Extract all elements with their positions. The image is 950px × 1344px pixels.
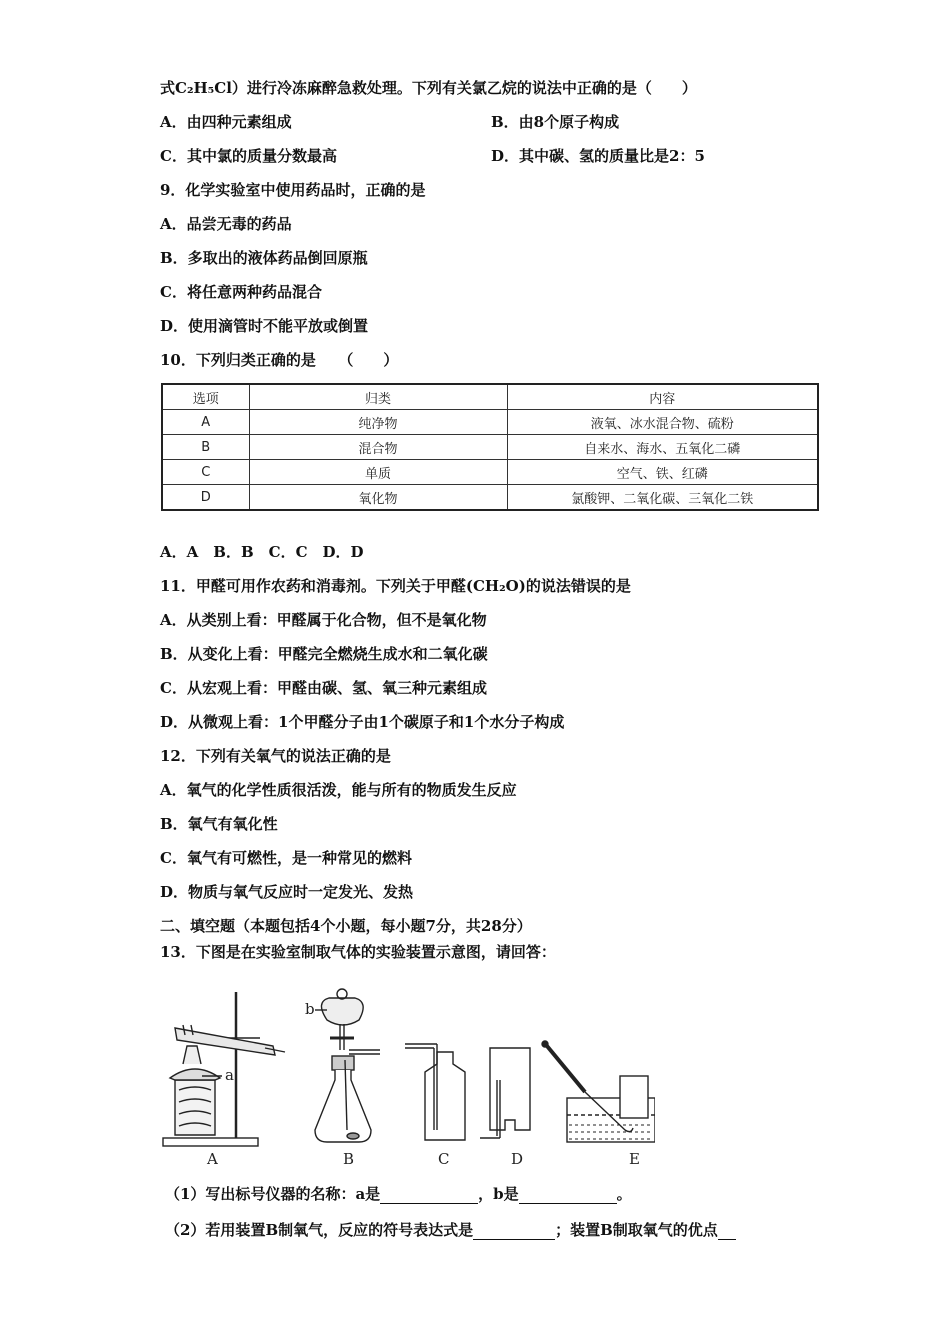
q12-option-b: B．氧气有氧化性 (160, 815, 278, 833)
q8-option-a: A．由四种元素组成 (160, 113, 292, 131)
table-header-cell: 选项 (162, 384, 249, 410)
answer-blank-b[interactable] (519, 1187, 617, 1204)
answer-blank-equation[interactable] (473, 1223, 555, 1240)
q8-option-d: D．其中碳、氢的质量比是2：5 (491, 147, 705, 165)
label-b: B (343, 1150, 355, 1168)
apparatus-a (163, 992, 285, 1146)
q12-stem: 12．下列有关氧气的说法正确的是 (160, 747, 391, 765)
q8-stem: 式C₂H₅Cl）进行冷冻麻醉急救处理。下列有关氯乙烷的说法中正确的是（ ） (160, 79, 697, 97)
section-title: 二、填空题（本题包括4个小题，每小题7分，共28分） (160, 917, 532, 935)
label-d: D (511, 1150, 524, 1168)
table-cell: 纯净物 (249, 410, 507, 435)
table-cell: B (162, 435, 249, 460)
apparatus-d (480, 1048, 530, 1138)
sub1-text-b: ，b是 (478, 1185, 519, 1203)
table-row (162, 485, 818, 511)
table-cell: D (162, 485, 249, 511)
q8-option-c: C．其中氯的质量分数最高 (160, 147, 337, 165)
marker-a: a (225, 1066, 234, 1084)
q11-option-b: B．从变化上看：甲醛完全燃烧生成水和二氧化碳 (160, 645, 488, 663)
q8-option-b: B．由8个原子构成 (491, 113, 620, 131)
sub2-text-a: （2）若用装置B制氧气，反应的符号表达式是 (165, 1221, 474, 1239)
apparatus-b (315, 989, 380, 1142)
q9-option-b: B．多取出的液体药品倒回原瓶 (160, 249, 368, 267)
table-row (162, 460, 818, 485)
q9-option-c: C．将任意两种药品混合 (160, 283, 322, 301)
marker-b: b (305, 1000, 315, 1018)
q13-sub1 (165, 1184, 632, 1204)
table-header-cell: 归类 (249, 384, 507, 410)
q11-option-d: D．从微观上看：1个甲醛分子由1个碳原子和1个水分子构成 (160, 713, 565, 731)
table-cell: 单质 (249, 460, 507, 485)
q10-stem: 10．下列归类正确的是 （ ） (160, 351, 399, 369)
q13-stem: 13．下图是在实验室制取气体的实验装置示意图，请回答： (160, 943, 556, 961)
label-c: C (438, 1150, 450, 1168)
classification-table (161, 383, 819, 511)
q12-option-a: A．氧气的化学性质很活泼，能与所有的物质发生反应 (160, 781, 517, 799)
label-a: A (207, 1150, 218, 1168)
answer-blank-a[interactable] (380, 1187, 478, 1204)
apparatus-c (405, 1044, 465, 1140)
q11-option-a: A．从类别上看：甲醛属于化合物，但不是氧化物 (160, 611, 487, 629)
table-cell: 自来水、海水、五氧化二磷 (507, 435, 818, 460)
answer-blank-advantage[interactable] (718, 1223, 736, 1240)
q9-option-d: D．使用滴管时不能平放或倒置 (160, 317, 369, 335)
table-header-row (162, 384, 818, 410)
table-cell: 混合物 (249, 435, 507, 460)
table-cell: 氯酸钾、二氧化碳、三氧化二铁 (507, 485, 818, 511)
q11-option-c: C．从宏观上看：甲醛由碳、氢、氧三种元素组成 (160, 679, 487, 697)
q12-option-d: D．物质与氧气反应时一定发光、发热 (160, 883, 414, 901)
label-e: E (629, 1150, 640, 1168)
table-header-cell: 内容 (507, 384, 818, 410)
sub1-end: 。 (616, 1185, 632, 1203)
apparatus-figure (155, 980, 655, 1175)
table-row (162, 410, 818, 435)
q10-options: A．A B．B C．C D．D (160, 543, 364, 561)
sub1-text-a: （1）写出标号仪器的名称：a是 (165, 1185, 381, 1203)
sub2-text-b: ；装置B制取氧气的优点 (555, 1221, 718, 1239)
q13-sub2 (165, 1220, 736, 1240)
table-cell: 氧化物 (249, 485, 507, 511)
q12-option-c: C．氧气有可燃性，是一种常见的燃料 (160, 849, 412, 867)
q9-stem: 9．化学实验室中使用药品时，正确的是 (160, 181, 426, 199)
q11-stem: 11．甲醛可用作农药和消毒剂。下列关于甲醛(CH₂O)的说法错误的是 (160, 577, 631, 595)
table-row (162, 435, 818, 460)
q9-option-a: A．品尝无毒的药品 (160, 215, 292, 233)
table-cell: C (162, 460, 249, 485)
table-cell: 空气、铁、红磷 (507, 460, 818, 485)
apparatus-e (542, 1041, 655, 1142)
table-cell: A (162, 410, 249, 435)
table-cell: 液氧、冰水混合物、硫粉 (507, 410, 818, 435)
